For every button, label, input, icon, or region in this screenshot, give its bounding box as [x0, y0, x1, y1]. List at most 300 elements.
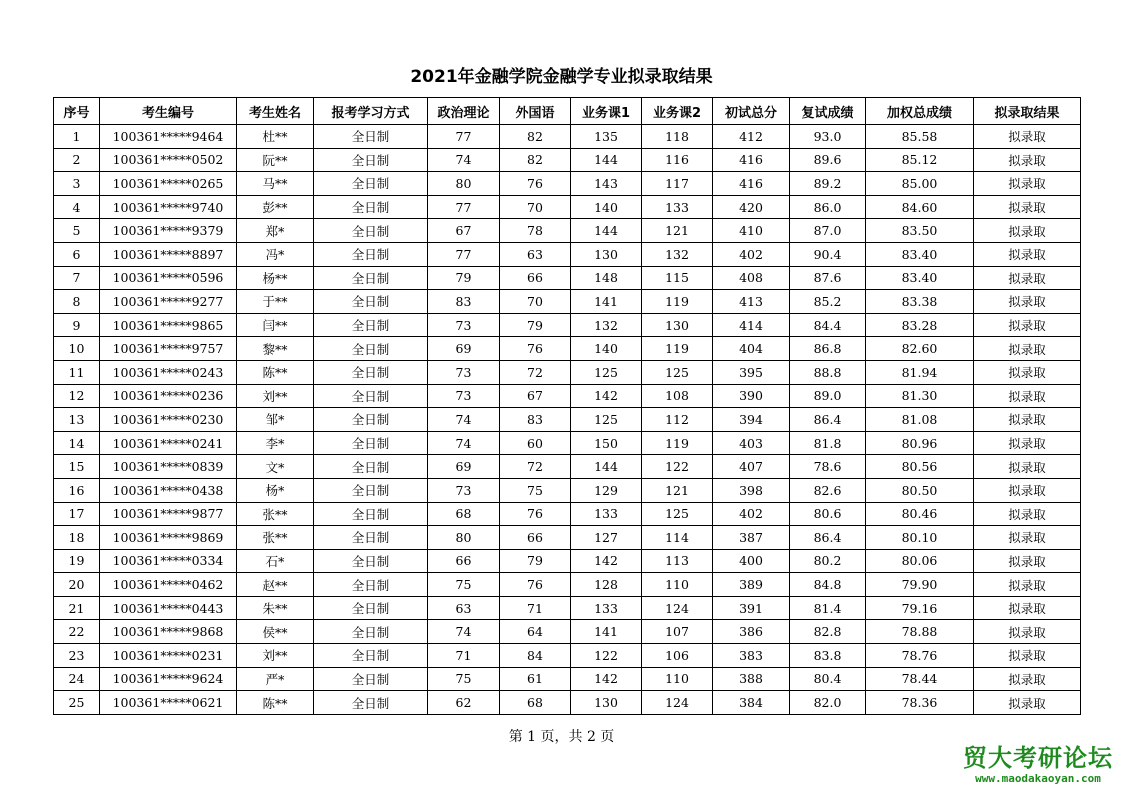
table-cell: 100361*****9865: [100, 313, 237, 337]
table-row: [54, 408, 1081, 432]
table-cell: 杨**: [237, 266, 314, 290]
column-header: 复试成绩: [790, 98, 866, 125]
table-cell: 杨*: [237, 478, 314, 502]
table-cell: 拟录取: [974, 337, 1081, 361]
table-cell: 70: [500, 195, 571, 219]
logo-name: 贸大考研论坛: [963, 744, 1113, 772]
table-cell: 121: [642, 478, 713, 502]
table-cell: 79: [428, 266, 500, 290]
table-cell: 88.8: [790, 360, 866, 384]
table-cell: 全日制: [314, 360, 428, 384]
table-cell: 全日制: [314, 172, 428, 196]
table-row: [54, 573, 1081, 597]
table-cell: 141: [571, 620, 642, 644]
table-cell: 389: [713, 573, 790, 597]
table-row: [54, 290, 1081, 314]
table-cell: 143: [571, 172, 642, 196]
table-cell: 黎**: [237, 337, 314, 361]
table-cell: 25: [54, 691, 100, 715]
table-cell: 全日制: [314, 596, 428, 620]
column-header: 初试总分: [713, 98, 790, 125]
table-cell: 拟录取: [974, 313, 1081, 337]
table-cell: 75: [428, 667, 500, 691]
table-cell: 410: [713, 219, 790, 243]
table-header-row: [54, 98, 1081, 125]
table-cell: 113: [642, 549, 713, 573]
table-cell: 拟录取: [974, 549, 1081, 573]
table-cell: 86.4: [790, 408, 866, 432]
table-cell: 150: [571, 431, 642, 455]
table-row: [54, 219, 1081, 243]
table-cell: 100361*****0231: [100, 644, 237, 668]
table-row: [54, 242, 1081, 266]
table-cell: 82: [500, 125, 571, 149]
table-cell: 78.88: [866, 620, 974, 644]
table-cell: 全日制: [314, 478, 428, 502]
table-cell: 89.2: [790, 172, 866, 196]
table-cell: 80.50: [866, 478, 974, 502]
table-cell: 408: [713, 266, 790, 290]
table-cell: 83: [500, 408, 571, 432]
table-cell: 100361*****0462: [100, 573, 237, 597]
table-cell: 76: [500, 172, 571, 196]
table-cell: 100361*****0502: [100, 148, 237, 172]
table-cell: 80.56: [866, 455, 974, 479]
table-cell: 133: [642, 195, 713, 219]
table-cell: 77: [428, 242, 500, 266]
table-row: [54, 148, 1081, 172]
table-cell: 100361*****0443: [100, 596, 237, 620]
column-header: 拟录取结果: [974, 98, 1081, 125]
table-cell: 李*: [237, 431, 314, 455]
table-cell: 100361*****0839: [100, 455, 237, 479]
table-cell: 严*: [237, 667, 314, 691]
table-cell: 133: [571, 502, 642, 526]
table-cell: 128: [571, 573, 642, 597]
table-cell: 83.40: [866, 242, 974, 266]
table-cell: 82.60: [866, 337, 974, 361]
table-cell: 148: [571, 266, 642, 290]
table-cell: 74: [428, 431, 500, 455]
column-header: 政治理论: [428, 98, 500, 125]
table-cell: 71: [500, 596, 571, 620]
table-cell: 7: [54, 266, 100, 290]
table-cell: 78.76: [866, 644, 974, 668]
table-cell: 71: [428, 644, 500, 668]
table-row: [54, 526, 1081, 550]
table-cell: 117: [642, 172, 713, 196]
table-row: [54, 195, 1081, 219]
table-cell: 403: [713, 431, 790, 455]
table-cell: 拟录取: [974, 384, 1081, 408]
table-cell: 416: [713, 148, 790, 172]
table-cell: 100361*****0236: [100, 384, 237, 408]
table-cell: 6: [54, 242, 100, 266]
table-cell: 86.8: [790, 337, 866, 361]
table-cell: 9: [54, 313, 100, 337]
table-cell: 13: [54, 408, 100, 432]
table-cell: 140: [571, 337, 642, 361]
table-cell: 125: [642, 360, 713, 384]
table-row: [54, 644, 1081, 668]
table-cell: 全日制: [314, 125, 428, 149]
table-cell: 67: [428, 219, 500, 243]
table-cell: 85.2: [790, 290, 866, 314]
table-cell: 413: [713, 290, 790, 314]
table-cell: 142: [571, 667, 642, 691]
table-cell: 拟录取: [974, 408, 1081, 432]
table-cell: 76: [500, 337, 571, 361]
table-cell: 84: [500, 644, 571, 668]
table-cell: 74: [428, 148, 500, 172]
table-cell: 386: [713, 620, 790, 644]
column-header: 业务课2: [642, 98, 713, 125]
table-cell: 391: [713, 596, 790, 620]
logo-url[interactable]: www.maodakaoyan.com: [975, 772, 1101, 785]
table-cell: 110: [642, 573, 713, 597]
table-cell: 416: [713, 172, 790, 196]
table-body: [54, 125, 1081, 715]
table-cell: 384: [713, 691, 790, 715]
table-cell: 拟录取: [974, 195, 1081, 219]
table-cell: 72: [500, 455, 571, 479]
table-cell: 77: [428, 125, 500, 149]
table-cell: 121: [642, 219, 713, 243]
table-cell: 78: [500, 219, 571, 243]
table-cell: 404: [713, 337, 790, 361]
table-row: [54, 667, 1081, 691]
table-cell: 张**: [237, 526, 314, 550]
table-cell: 124: [642, 596, 713, 620]
table-cell: 79.90: [866, 573, 974, 597]
table-cell: 100361*****0243: [100, 360, 237, 384]
table-cell: 全日制: [314, 549, 428, 573]
table-cell: 拟录取: [974, 478, 1081, 502]
column-header: 报考学习方式: [314, 98, 428, 125]
table-cell: 85.58: [866, 125, 974, 149]
table-cell: 402: [713, 242, 790, 266]
table-cell: 119: [642, 337, 713, 361]
table-row: [54, 596, 1081, 620]
table-cell: 全日制: [314, 219, 428, 243]
table-cell: 邹*: [237, 408, 314, 432]
table-cell: 78.36: [866, 691, 974, 715]
table-cell: 全日制: [314, 290, 428, 314]
table-cell: 全日制: [314, 148, 428, 172]
table-cell: 116: [642, 148, 713, 172]
table-cell: 106: [642, 644, 713, 668]
table-cell: 132: [642, 242, 713, 266]
table-cell: 130: [571, 242, 642, 266]
table-cell: 114: [642, 526, 713, 550]
table-cell: 拟录取: [974, 266, 1081, 290]
table-cell: 阮**: [237, 148, 314, 172]
table-cell: 10: [54, 337, 100, 361]
table-cell: 拟录取: [974, 526, 1081, 550]
table-cell: 119: [642, 431, 713, 455]
column-header: 外国语: [500, 98, 571, 125]
table-cell: 全日制: [314, 337, 428, 361]
table-cell: 132: [571, 313, 642, 337]
table-cell: 84.4: [790, 313, 866, 337]
table-cell: 63: [500, 242, 571, 266]
table-row: [54, 502, 1081, 526]
column-header: 考生姓名: [237, 98, 314, 125]
table-cell: 63: [428, 596, 500, 620]
table-cell: 407: [713, 455, 790, 479]
table-cell: 文*: [237, 455, 314, 479]
table-cell: 62: [428, 691, 500, 715]
table-cell: 17: [54, 502, 100, 526]
table-cell: 75: [428, 573, 500, 597]
table-cell: 82.0: [790, 691, 866, 715]
table-cell: 1: [54, 125, 100, 149]
table-cell: 23: [54, 644, 100, 668]
table-cell: 80: [428, 172, 500, 196]
table-cell: 100361*****8897: [100, 242, 237, 266]
table-cell: 130: [571, 691, 642, 715]
table-row: [54, 313, 1081, 337]
table-cell: 69: [428, 455, 500, 479]
table-cell: 73: [428, 313, 500, 337]
table-cell: 66: [500, 526, 571, 550]
table-cell: 拟录取: [974, 667, 1081, 691]
table-cell: 144: [571, 148, 642, 172]
table-cell: 79: [500, 313, 571, 337]
table-cell: 79: [500, 549, 571, 573]
table-cell: 赵**: [237, 573, 314, 597]
table-cell: 74: [428, 620, 500, 644]
table-cell: 彭**: [237, 195, 314, 219]
table-cell: 4: [54, 195, 100, 219]
table-cell: 140: [571, 195, 642, 219]
table-cell: 100361*****9740: [100, 195, 237, 219]
table-cell: 414: [713, 313, 790, 337]
table-cell: 80.10: [866, 526, 974, 550]
table-cell: 5: [54, 219, 100, 243]
table-cell: 80.46: [866, 502, 974, 526]
table-cell: 81.8: [790, 431, 866, 455]
table-cell: 全日制: [314, 266, 428, 290]
table-cell: 85.12: [866, 148, 974, 172]
table-cell: 拟录取: [974, 502, 1081, 526]
table-cell: 14: [54, 431, 100, 455]
column-header: 业务课1: [571, 98, 642, 125]
column-header: 序号: [54, 98, 100, 125]
table-cell: 122: [571, 644, 642, 668]
table-cell: 陈**: [237, 691, 314, 715]
table-cell: 拟录取: [974, 691, 1081, 715]
table-row: [54, 266, 1081, 290]
table-cell: 100361*****9277: [100, 290, 237, 314]
table-cell: 83: [428, 290, 500, 314]
table-cell: 16: [54, 478, 100, 502]
table-cell: 杜**: [237, 125, 314, 149]
table-cell: 19: [54, 549, 100, 573]
table-cell: 全日制: [314, 408, 428, 432]
table-cell: 61: [500, 667, 571, 691]
table-cell: 100361*****9868: [100, 620, 237, 644]
table-cell: 全日制: [314, 455, 428, 479]
table-cell: 全日制: [314, 431, 428, 455]
table-cell: 全日制: [314, 242, 428, 266]
table-cell: 全日制: [314, 526, 428, 550]
table-cell: 2: [54, 148, 100, 172]
table-cell: 100361*****0241: [100, 431, 237, 455]
table-cell: 420: [713, 195, 790, 219]
table-cell: 全日制: [314, 502, 428, 526]
page-title: 2021年金融学院金融学专业拟录取结果: [410, 67, 713, 87]
table-cell: 74: [428, 408, 500, 432]
table-cell: 80.06: [866, 549, 974, 573]
table-cell: 86.0: [790, 195, 866, 219]
table-cell: 张**: [237, 502, 314, 526]
table-cell: 82.8: [790, 620, 866, 644]
table-cell: 135: [571, 125, 642, 149]
table-cell: 66: [500, 266, 571, 290]
table-cell: 78.6: [790, 455, 866, 479]
table-cell: 100361*****0230: [100, 408, 237, 432]
forum-logo[interactable]: [963, 744, 1113, 785]
table-cell: 84.8: [790, 573, 866, 597]
table-cell: 拟录取: [974, 148, 1081, 172]
table-cell: 刘**: [237, 384, 314, 408]
table-cell: 400: [713, 549, 790, 573]
table-cell: 全日制: [314, 667, 428, 691]
table-cell: 83.28: [866, 313, 974, 337]
table-cell: 89.0: [790, 384, 866, 408]
table-cell: 郑*: [237, 219, 314, 243]
table-cell: 80: [428, 526, 500, 550]
table-cell: 100361*****9379: [100, 219, 237, 243]
table-cell: 全日制: [314, 195, 428, 219]
table-cell: 侯**: [237, 620, 314, 644]
table-cell: 全日制: [314, 573, 428, 597]
table-cell: 100361*****9464: [100, 125, 237, 149]
table-row: [54, 337, 1081, 361]
table-cell: 100361*****0438: [100, 478, 237, 502]
table-cell: 115: [642, 266, 713, 290]
table-cell: 60: [500, 431, 571, 455]
table-cell: 129: [571, 478, 642, 502]
table-cell: 66: [428, 549, 500, 573]
table-cell: 394: [713, 408, 790, 432]
table-cell: 79.16: [866, 596, 974, 620]
table-cell: 拟录取: [974, 242, 1081, 266]
table-cell: 110: [642, 667, 713, 691]
table-cell: 144: [571, 455, 642, 479]
table-cell: 68: [500, 691, 571, 715]
table-cell: 398: [713, 478, 790, 502]
table-cell: 119: [642, 290, 713, 314]
table-cell: 3: [54, 172, 100, 196]
table-cell: 142: [571, 384, 642, 408]
column-header: 考生编号: [100, 98, 237, 125]
table-cell: 387: [713, 526, 790, 550]
table-cell: 76: [500, 573, 571, 597]
table-cell: 拟录取: [974, 219, 1081, 243]
table-cell: 100361*****9877: [100, 502, 237, 526]
table-row: [54, 125, 1081, 149]
table-cell: 15: [54, 455, 100, 479]
table-cell: 122: [642, 455, 713, 479]
table-row: [54, 549, 1081, 573]
table-cell: 395: [713, 360, 790, 384]
page-footer: 第 1 页，共 2 页: [508, 729, 615, 745]
table-cell: 77: [428, 195, 500, 219]
table-cell: 80.4: [790, 667, 866, 691]
table-cell: 81.30: [866, 384, 974, 408]
table-cell: 89.6: [790, 148, 866, 172]
table-cell: 全日制: [314, 644, 428, 668]
table-cell: 85.00: [866, 172, 974, 196]
table-cell: 12: [54, 384, 100, 408]
table-cell: 124: [642, 691, 713, 715]
table-row: [54, 478, 1081, 502]
table-cell: 73: [428, 478, 500, 502]
table-cell: 11: [54, 360, 100, 384]
table-cell: 拟录取: [974, 360, 1081, 384]
table-cell: 81.94: [866, 360, 974, 384]
table-cell: 于**: [237, 290, 314, 314]
table-row: [54, 172, 1081, 196]
table-cell: 125: [642, 502, 713, 526]
table-cell: 20: [54, 573, 100, 597]
table-cell: 全日制: [314, 691, 428, 715]
table-row: [54, 431, 1081, 455]
table-row: [54, 620, 1081, 644]
table-cell: 125: [571, 408, 642, 432]
table-cell: 22: [54, 620, 100, 644]
table-cell: 83.8: [790, 644, 866, 668]
table-cell: 76: [500, 502, 571, 526]
table-cell: 68: [428, 502, 500, 526]
table-cell: 125: [571, 360, 642, 384]
table-cell: 全日制: [314, 313, 428, 337]
table-cell: 100361*****0621: [100, 691, 237, 715]
table-cell: 84.60: [866, 195, 974, 219]
table-cell: 112: [642, 408, 713, 432]
table-cell: 67: [500, 384, 571, 408]
table-cell: 陈**: [237, 360, 314, 384]
table-cell: 拟录取: [974, 644, 1081, 668]
table-cell: 73: [428, 360, 500, 384]
table-cell: 69: [428, 337, 500, 361]
table-cell: 127: [571, 526, 642, 550]
table-cell: 拟录取: [974, 431, 1081, 455]
column-header: 加权总成绩: [866, 98, 974, 125]
table-cell: 100361*****0334: [100, 549, 237, 573]
table-cell: 拟录取: [974, 172, 1081, 196]
table-cell: 拟录取: [974, 620, 1081, 644]
table-cell: 80.2: [790, 549, 866, 573]
table-cell: 全日制: [314, 620, 428, 644]
table-cell: 388: [713, 667, 790, 691]
table-cell: 马**: [237, 172, 314, 196]
table-cell: 21: [54, 596, 100, 620]
table-cell: 拟录取: [974, 596, 1081, 620]
table-cell: 78.44: [866, 667, 974, 691]
table-cell: 拟录取: [974, 290, 1081, 314]
table-cell: 朱**: [237, 596, 314, 620]
table-cell: 64: [500, 620, 571, 644]
table-cell: 拟录取: [974, 455, 1081, 479]
table-cell: 75: [500, 478, 571, 502]
table-cell: 390: [713, 384, 790, 408]
table-cell: 72: [500, 360, 571, 384]
table-cell: 80.96: [866, 431, 974, 455]
table-cell: 8: [54, 290, 100, 314]
